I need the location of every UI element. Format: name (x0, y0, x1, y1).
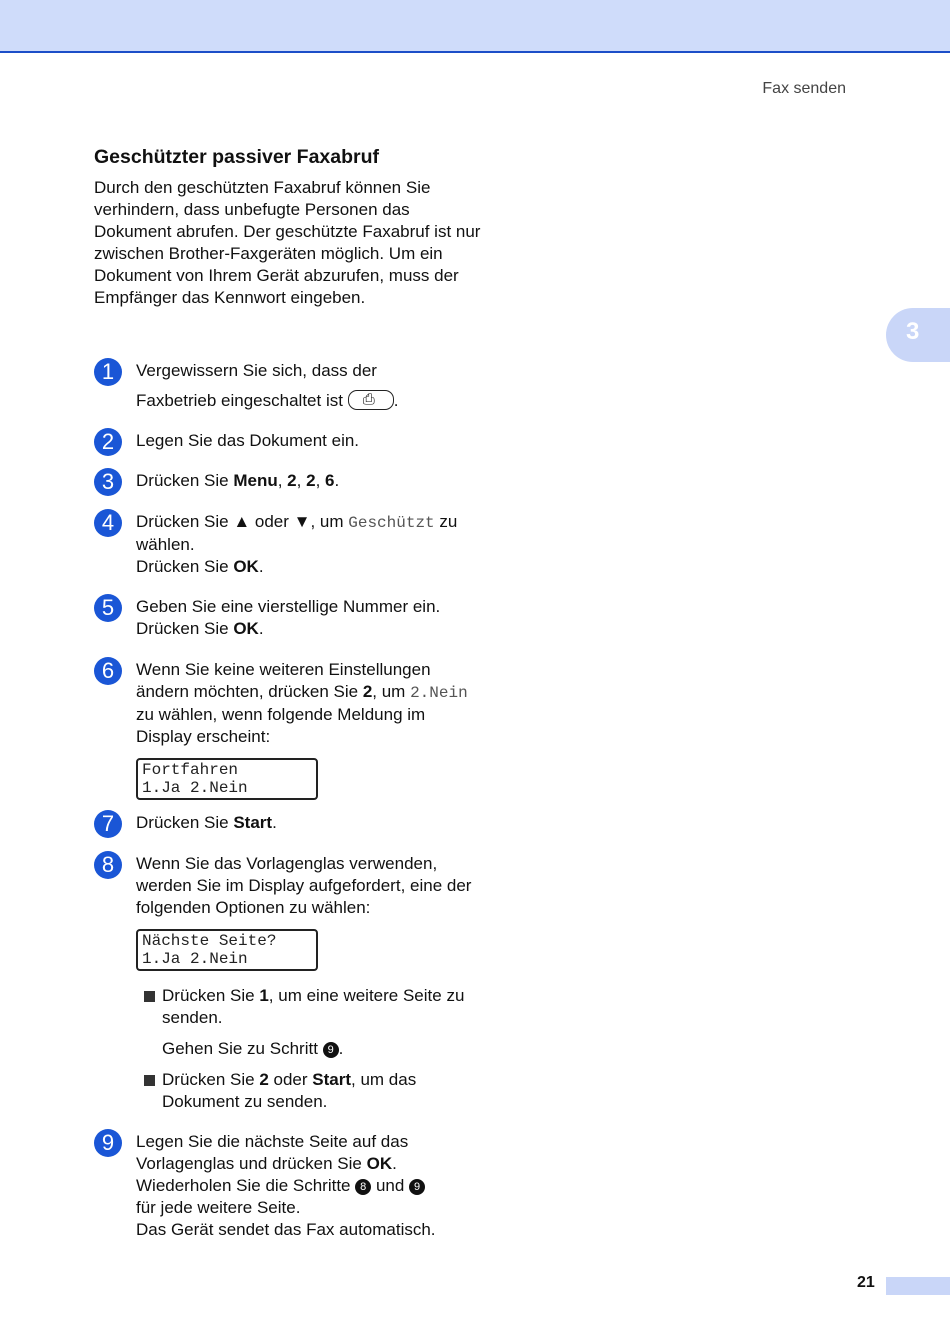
text: zu wählen. (136, 512, 458, 554)
text: , (277, 471, 288, 490)
step-5 (94, 596, 484, 640)
text: . (272, 813, 277, 832)
key-label: Menu (233, 471, 278, 490)
step-8 (94, 853, 484, 1113)
step-text (136, 1131, 484, 1241)
bullet-square-icon (144, 991, 155, 1002)
step-number: 6 (94, 657, 122, 685)
bullet-item (162, 1069, 484, 1113)
chapter-number: 3 (906, 318, 920, 345)
text: Drücken Sie (136, 813, 234, 832)
step-6 (94, 659, 484, 800)
step-text (136, 659, 484, 748)
key-label: OK (233, 557, 259, 576)
text: , um (372, 682, 411, 701)
lcd-option: 2.Nein (410, 684, 468, 702)
intro-paragraph: Durch den geschützten Faxabruf können Sie verhindern, dass unbefugte Personen das Dokument abrufen. Der geschützte Faxabruf ist nur zwischen Brother-Faxgeräten möglich. Um ein Dokument von Ihrem Gerät abzurufen, muss der Empfänger das Kennwort eingeben. (94, 178, 481, 307)
text: Legen Sie die nächste Seite auf das Vorlagenglas und drücken Sie (136, 1132, 409, 1173)
key-label: OK (366, 1154, 393, 1173)
lcd-display (136, 758, 318, 800)
header-band (0, 0, 950, 53)
step-9 (94, 1131, 484, 1241)
lcd-line: Fortfahren (142, 761, 239, 779)
step-line: Vergewissern Sie sich, dass der (136, 361, 377, 380)
lcd-line: 1.Ja 2.Nein (142, 950, 248, 968)
running-head: Fax senden (762, 80, 846, 97)
step-number: 7 (94, 810, 122, 838)
key-label: 1 (259, 986, 269, 1005)
text: Geben Sie eine vierstellige Nummer ein. (136, 597, 441, 616)
text: Gehen Sie zu Schritt (162, 1039, 323, 1058)
step-number: 1 (94, 358, 122, 386)
step-number: 5 (94, 594, 122, 622)
key-label: 2 (259, 1070, 269, 1089)
text: oder (268, 1070, 313, 1089)
text: , (315, 471, 326, 490)
bullet-square-icon (144, 1075, 155, 1086)
fax-key-icon (348, 390, 394, 410)
lcd-display (136, 929, 318, 971)
step-2 (94, 430, 484, 452)
text: Das Gerät sendet das Fax automatisch. (136, 1220, 436, 1239)
step-1 (94, 360, 484, 412)
step-7 (94, 812, 484, 834)
footer-bar (886, 1277, 950, 1295)
text: . (258, 557, 264, 576)
text: . (338, 1039, 344, 1058)
step-ref: 9 (409, 1179, 425, 1195)
step-number: 3 (94, 468, 122, 496)
lcd-option: Geschützt (348, 514, 435, 532)
section-title: Geschützter passiver Faxabruf (94, 146, 380, 168)
goto-note (162, 1038, 484, 1060)
step-3 (94, 470, 484, 492)
text: Wenn Sie keine weiteren Einstellungen ändern möchten, drücken Sie (136, 660, 431, 701)
step-4 (94, 511, 484, 578)
step-text (136, 470, 484, 492)
text: und (371, 1176, 410, 1195)
step-number: 9 (94, 1129, 122, 1157)
key-label: OK (233, 619, 259, 638)
key-label: Start (312, 1070, 352, 1089)
step-number: 4 (94, 509, 122, 537)
page-number: 21 (857, 1274, 875, 1291)
text: , um das Dokument zu senden. (162, 1070, 417, 1111)
text: , (296, 471, 307, 490)
step-punct: . (393, 391, 399, 410)
text: zu wählen, wenn folgende Meldung im Display erscheint: (136, 705, 426, 746)
bullet-item (162, 985, 484, 1029)
key-label: Start (233, 813, 273, 832)
step-ref: 9 (323, 1042, 339, 1058)
step-text (136, 596, 484, 640)
step-number: 8 (94, 851, 122, 879)
key-label: 2 (287, 471, 297, 490)
text: Drücken Sie (136, 557, 234, 576)
text: . (258, 619, 264, 638)
chapter-tab (886, 308, 950, 362)
key-label: 6 (325, 471, 335, 490)
text: Drücken Sie (136, 471, 234, 490)
main-content (94, 146, 484, 1239)
lcd-line: Nächste Seite? (142, 932, 277, 950)
text: , um eine weitere Seite zu senden. (162, 986, 465, 1027)
step-text (136, 360, 484, 412)
step-text: Wenn Sie das Vorlagenglas verwenden, werden Sie im Display aufgefordert, eine der folgenden Optionen zu wählen: (136, 854, 472, 917)
text: . (334, 471, 340, 490)
text: Drücken Sie (162, 986, 260, 1005)
key-label: 2 (362, 682, 373, 701)
text: Drücken Sie (162, 1070, 260, 1089)
text: für jede weitere Seite. (136, 1198, 301, 1217)
step-text: Legen Sie das Dokument ein. (136, 431, 360, 450)
step-text (136, 812, 484, 834)
step-ref: 8 (355, 1179, 371, 1195)
step-text (136, 511, 484, 578)
lcd-line: 1.Ja 2.Nein (142, 779, 248, 797)
text: Drücken Sie ▲ oder ▼, um (136, 512, 349, 531)
text: . (392, 1154, 397, 1173)
key-label: 2 (306, 471, 316, 490)
step-number: 2 (94, 428, 122, 456)
text: Wiederholen Sie die Schritte (136, 1176, 356, 1195)
text: Drücken Sie (136, 619, 234, 638)
step-line: Faxbetrieb eingeschaltet ist (136, 391, 343, 410)
